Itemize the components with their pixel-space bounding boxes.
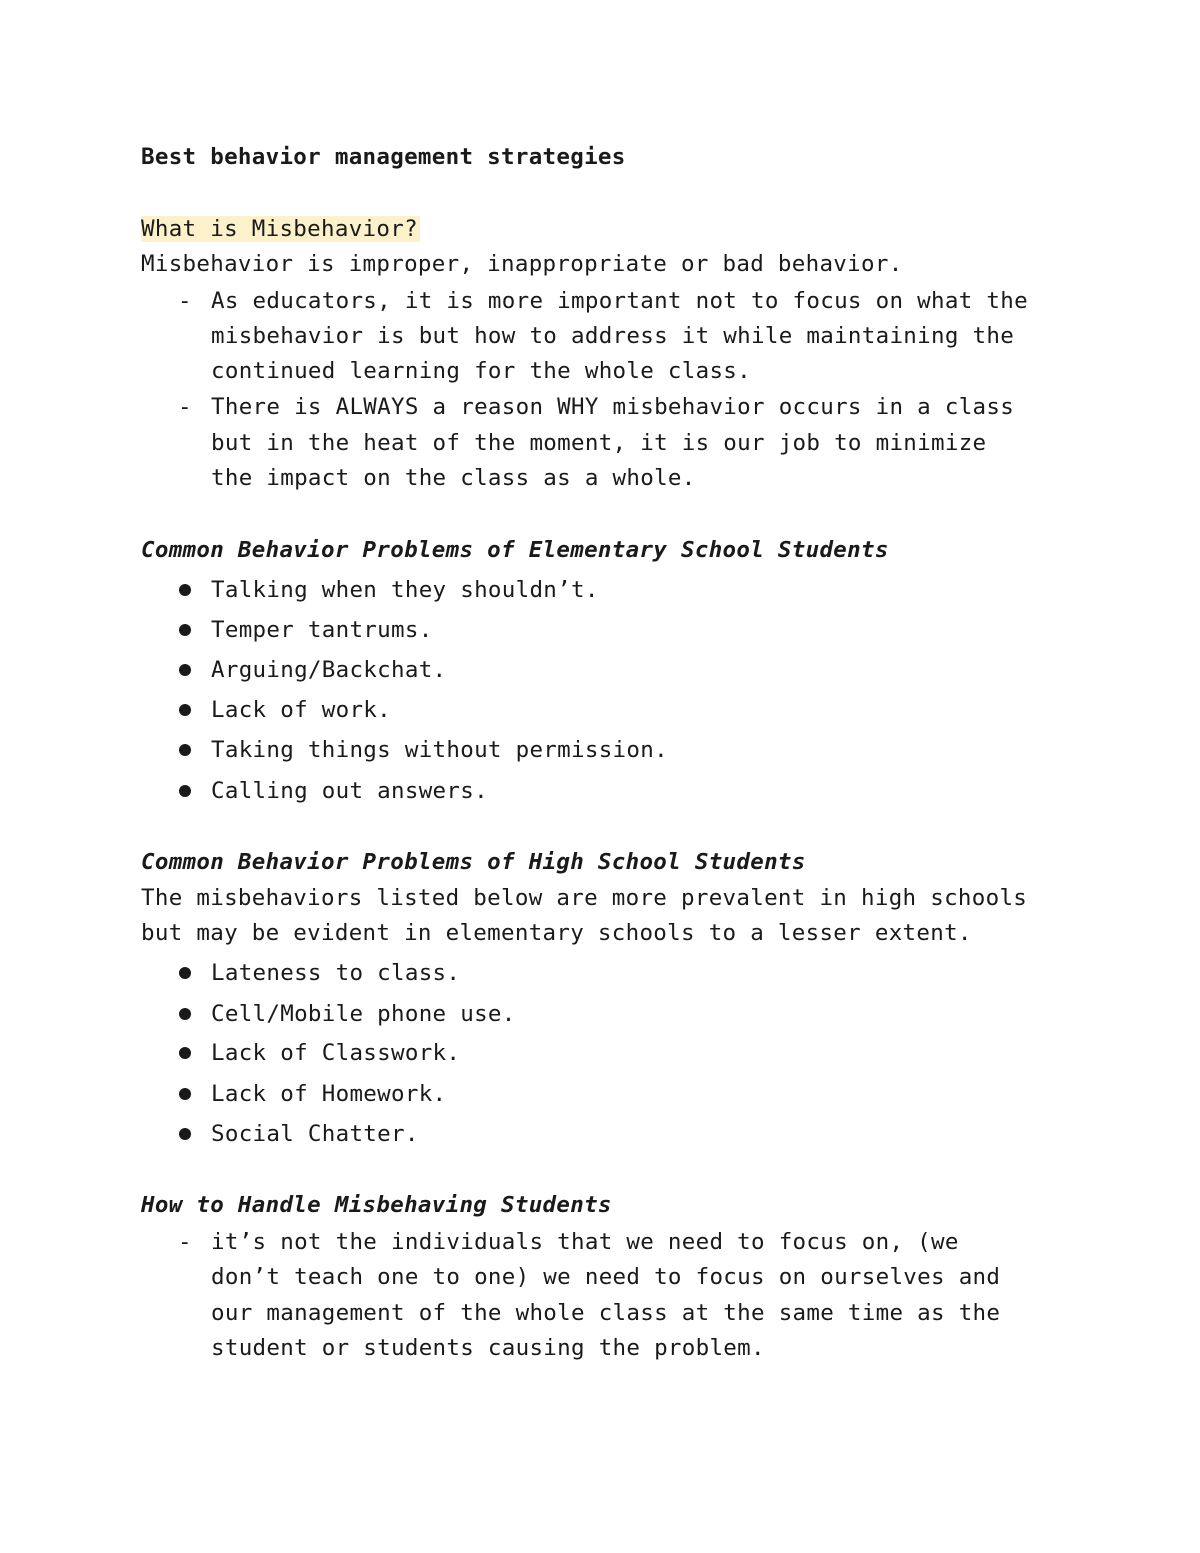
bullet-item: Lack of work. [211, 697, 391, 723]
section-heading-elementary-problems: Common Behavior Problems of Elementary School Students [141, 537, 889, 563]
bullet-dot [179, 704, 191, 716]
dash-item-line: misbehavior is but how to address it while maintaining the [211, 323, 1015, 349]
bullet-dot [179, 664, 191, 676]
bullet-item: Cell/Mobile phone use. [211, 1001, 516, 1027]
dash-marker: - [178, 1229, 192, 1255]
dash-item-line: continued learning for the whole class. [211, 358, 751, 384]
section-heading-high-school-problems: Common Behavior Problems of High School Students [141, 849, 806, 875]
bullet-dot [179, 1088, 191, 1100]
bullet-item: Talking when they shouldn’t. [211, 577, 599, 603]
document-title: Best behavior management strategies [141, 144, 626, 170]
bullet-item: Temper tantrums. [211, 617, 433, 643]
bullet-dot [179, 1047, 191, 1059]
bullet-dot [179, 967, 191, 979]
bullet-dot [179, 624, 191, 636]
bullet-item: Lateness to class. [211, 960, 461, 986]
highlighted-heading-text: What is Misbehavior? [141, 216, 418, 242]
bullet-dot [179, 744, 191, 756]
bullet-item: Arguing/Backchat. [211, 657, 447, 683]
dash-item-line: the impact on the class as a whole. [211, 465, 696, 491]
dash-marker: - [178, 394, 192, 420]
bullet-dot [179, 1128, 191, 1140]
dash-item-line: it’s not the individuals that we need to focus on, (we [211, 1229, 959, 1255]
bullet-item: Lack of Classwork. [211, 1040, 461, 1066]
section-heading-what-is-misbehavior [141, 214, 420, 244]
bullet-item: Lack of Homework. [211, 1081, 447, 1107]
dash-item-line: but in the heat of the moment, it is our job to minimize [211, 430, 987, 456]
paragraph-misbehavior-definition: Misbehavior is improper, inappropriate or bad behavior. [141, 251, 903, 277]
dash-item-line: don’t teach one to one) we need to focus on ourselves and [211, 1264, 1001, 1290]
dash-marker: - [178, 288, 192, 314]
paragraph-line: The misbehaviors listed below are more prevalent in high schools [141, 885, 1028, 911]
section-heading-handle-misbehaving: How to Handle Misbehaving Students [141, 1192, 612, 1218]
paragraph-line: but may be evident in elementary schools to a lesser extent. [141, 920, 972, 946]
dash-item-line: our management of the whole class at the same time as the [211, 1300, 1001, 1326]
dash-item-line: As educators, it is more important not to focus on what the [211, 288, 1028, 314]
dash-item-line: student or students causing the problem. [211, 1335, 765, 1361]
bullet-item: Social Chatter. [211, 1121, 419, 1147]
bullet-dot [179, 584, 191, 596]
bullet-item: Taking things without permission. [211, 737, 668, 763]
bullet-item: Calling out answers. [211, 778, 488, 804]
dash-item-line: There is ALWAYS a reason WHY misbehavior occurs in a class [211, 394, 1015, 420]
bullet-dot [179, 785, 191, 797]
bullet-dot [179, 1008, 191, 1020]
